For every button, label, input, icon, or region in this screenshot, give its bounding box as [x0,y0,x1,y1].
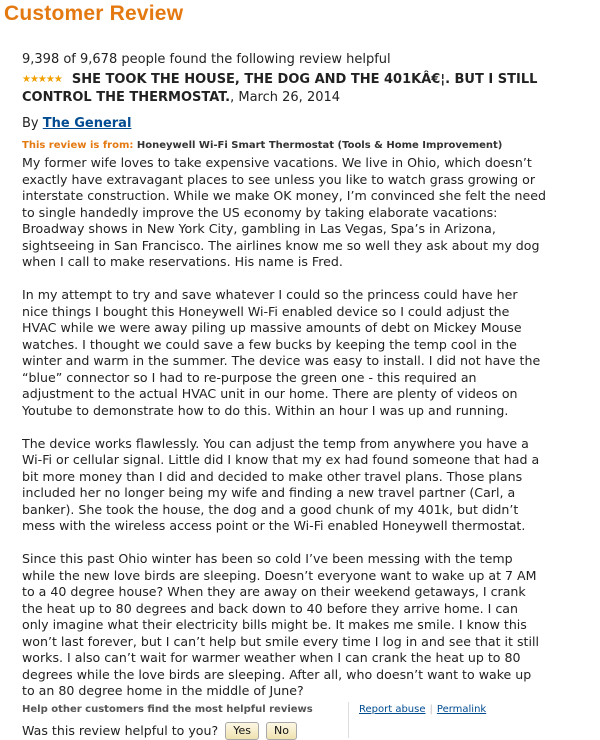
review-body [22,155,582,700]
by-label: By [22,116,43,131]
from-label: This review is from: [22,140,137,151]
byline [22,115,582,133]
review-headline [22,71,582,107]
page-title: Customer Review [4,2,184,25]
review-paragraph: The device works flawlessly. You can adjust the temp from anywhere you have a Wi-Fi or cellular signal. Little did I know that my ex had found someone that had a bit more money than I did and decided to make other travel plans. Those plans included her no longer being my wife and finding a new travel partner (Carl, a banker). She took the house, the dog and a good chunk of my 401k, but didn’t mess with the wireless access point or the Wi-Fi enabled Honeywell thermostat. [22,435,540,533]
review-date: , March 26, 2014 [230,90,341,105]
product-name: Honeywell Wi-Fi Smart Thermostat (Tools & Home Improvement) [136,140,503,151]
helpful-count: 9,398 of 9,678 people found the following review helpful [22,52,391,67]
review-paragraph: In my attempt to try and save whatever I could so the princess could have her nice things I bought this Honeywell Wi-Fi enabled device so I could adjust the HVAC while we were away piling up massive amounts of debt on Mickey Mouse watches. I thought we could save a few bucks by keeping the temp cool in the winter and warm in the summer. The device was easy to install. I did not have the “blue” connector so I had to re-purpose the green one - this required an adjustment to the actual HVAC unit in our home. There are plenty of videos on Youtube to demonstrate how to do this. Within an hour I was up and running. [22,287,541,418]
review-paragraph: My former wife loves to take expensive vacations. We live in Ohio, which doesn’t exactly have extravagant places to see unless you like to watch grass growing or interstate construction. While we make OK money, I’m convinced she felt the need to single handedly improve the US economy by taking elaborate vacations: Broadway shows in New York City, gambling in Las Vegas, Spa’s in Arizona, sightseeing in San Francisco. The airlines know me so well they ask about my dog when I call to make reservations. His name is Fred. [22,155,546,269]
no-button[interactable]: No [266,722,297,740]
help-others-text: Help other customers find the most helpful reviews [22,704,313,715]
review-content [22,50,582,716]
link-separator: | [429,704,433,715]
helpful-question: Was this review helpful to you? [22,723,219,738]
report-abuse-link[interactable]: Report abuse [359,704,426,715]
yes-button[interactable]: Yes [225,722,259,740]
footer-divider [348,702,349,738]
footer-links [359,704,486,715]
helpful-question-row [22,722,297,740]
product-line [22,139,582,153]
author-link[interactable]: The General [42,116,132,131]
review-title: SHE TOOK THE HOUSE, THE DOG AND THE 401KÂ€¦. BUT I STILL CONTROL THE THERMOSTAT. [22,72,538,105]
review-paragraph: Since this past Ohio winter has been so cold I’ve been messing with the temp while the new love birds are sleeping. Doesn’t everyone want to wake up at 7 AM to a 40 degree house? When they are away on their weekend getaways, I crank the heat up to 80 degrees and back down to 40 before they arrive home. I can only imagine what their electricity bills might be. It makes me smile. I know this won’t last forever, but I can’t help but smile every time I log in and see that it still works. I also can’t wait for warmer weather when I can crank the heat up to 80 degrees while the love birds are sleeping. After all, who doesn’t want to wake up to an 80 degree home in the middle of June? [22,551,539,698]
permalink-link[interactable]: Permalink [436,704,487,715]
star-rating-icon: ★★★★★ [22,74,62,85]
